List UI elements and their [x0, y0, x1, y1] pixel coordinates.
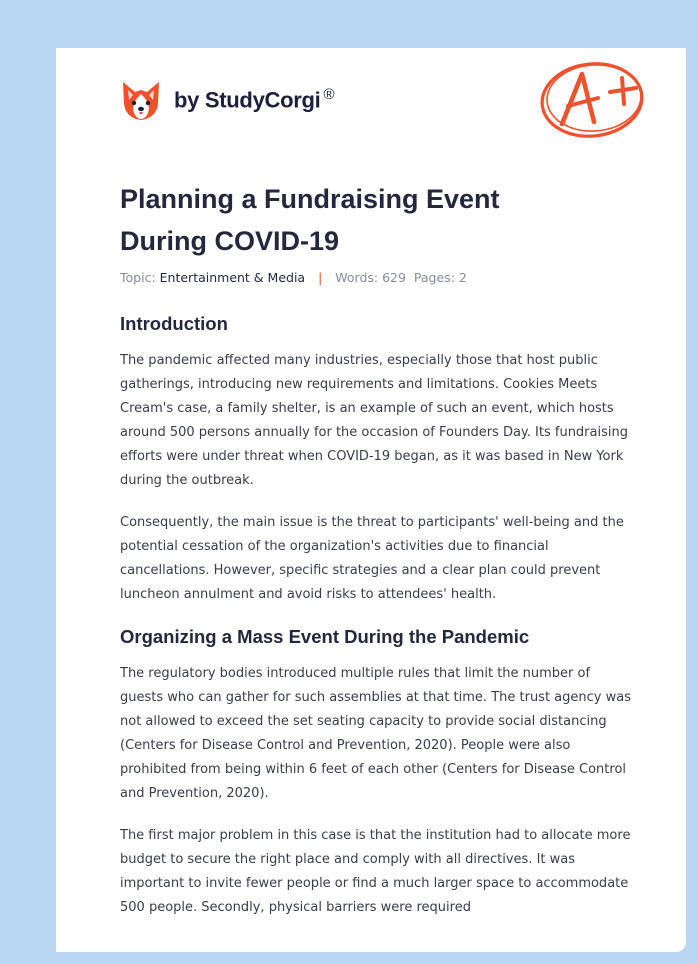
registered-mark: ®: [323, 86, 335, 104]
words-count: 629: [382, 270, 406, 285]
article-meta: [120, 270, 467, 285]
topic-link[interactable]: Entertainment & Media: [159, 270, 306, 285]
paragraph: The pandemic affected many industries, especially those that host public gatherings, introducing new requirements and limitations. Cookies Meets Cream's case, a family shelter, is an example of such an event, which hosts around 500 persons annually for the occasion of Founders Day. Its fundraising efforts were under threat when COVID-19 began, as it was based in New York during the outbreak.: [120, 353, 628, 488]
meta-separator: |: [318, 270, 323, 285]
brand-header[interactable]: [120, 76, 334, 124]
pages-count: 2: [458, 270, 467, 285]
words-label: Words:: [335, 270, 379, 285]
article-body: [120, 312, 632, 920]
paragraph: The first major problem in this case is that the institution had to allocate more budget to secure the right place and comply with all directives. It was important to invite fewer people or find a much larger space to accommodate 500 people. Secondly, physical barriers were required: [120, 828, 631, 915]
section-heading-introduction: Introduction: [120, 313, 228, 334]
paragraph: Consequently, the main issue is the threat to participants' well-being and the potential cessation of the organization's activities due to financial cancellations. However, specific strategies and a clear plan could prevent luncheon annulment and avoid risks to attendees' health.: [120, 515, 624, 602]
section-heading-organizing: Organizing a Mass Event During the Pandemic: [120, 626, 530, 647]
a-plus-grade-icon: [538, 58, 648, 140]
brand-name: by StudyCorgi ®: [174, 86, 335, 113]
pages-label: Pages:: [413, 270, 455, 285]
paragraph: The regulatory bodies introduced multiple rules that limit the number of guests who can gather for such assemblies at that time. The trust agency was not allowed to exceed the set seating capacity to provide social distancing (Centers for Disease Control and Prevention, 2020). People were also prohibited from being within 6 feet of each other (Centers for Disease Control and Prevention, 2020).: [120, 666, 631, 801]
topic-label: Topic:: [120, 270, 156, 285]
article-title: Planning a Fundraising Event During COVID-19: [120, 184, 500, 256]
document-page: [56, 48, 686, 952]
corgi-logo-icon: [120, 78, 162, 122]
